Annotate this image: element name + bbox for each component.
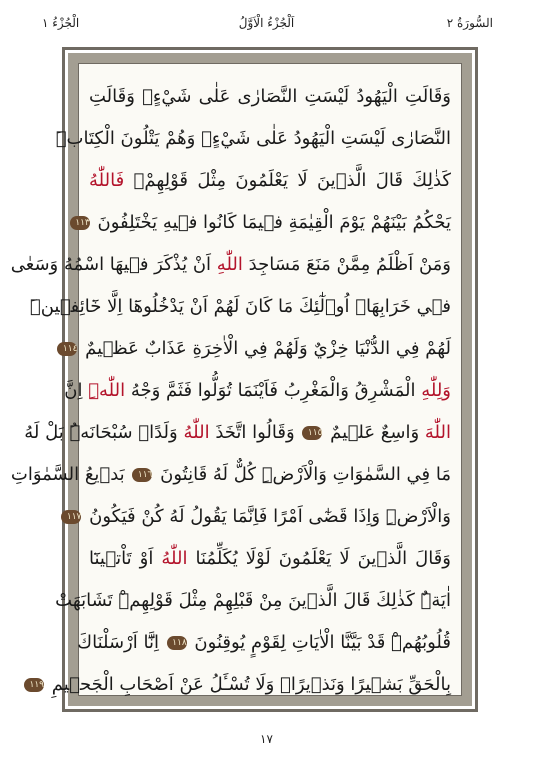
line-text: يَحْكُمُ بَيْنَهُمْ يَوْمَ الْقِيٰمَةِ فٖيمَا كَانُوا فٖيهِ يَخْتَلِفُونَ (97, 212, 451, 233)
text-line (64, 370, 451, 412)
text-line (66, 496, 451, 538)
text-line (62, 328, 451, 370)
divine-name: اللّٰهُ (161, 548, 188, 569)
surah-label: السُّورَةُ ٢ (446, 16, 493, 30)
line-text: وَاسِعٌ عَلٖيمٌ (330, 422, 420, 443)
ayah-number-marker: ١١٦ (132, 468, 152, 482)
line-text: بِالْحَقِّ بَشٖيرًا وَنَذٖيرًاۙ وَلَا تُسْـَٔلُ عَنْ اَصْحَابِ الْجَحٖيمِ (51, 674, 451, 695)
line-text: النَّصَارٰى لَيْسَتِ الْيَهُودُ عَلٰى شَيْءٍۙ وَهُمْ يَتْلُونَ الْكِتَابَۜ (55, 128, 451, 149)
ayah-number-marker: ١١٩ (24, 678, 44, 692)
line-text: اَنْ يُذْكَرَ فٖيهَا اسْمُهُ وَسَعٰى (10, 254, 212, 275)
ayah-number-marker: ١١٣ (70, 216, 90, 230)
text-line (55, 118, 451, 160)
text-line (24, 412, 451, 454)
line-text: فٖي خَرَابِهَاۜ اُو۬لٰٓئِكَ مَا كَانَ لَهُمْ اَنْ يَدْخُلُوهَٓا اِلَّا خَٓائِفٖينَۜ (29, 296, 451, 317)
text-line (29, 664, 451, 706)
line-text: الْمَشْرِقُ وَالْمَغْرِبُ فَاَيْنَمَا تُوَلُّوا فَثَمَّ وَجْهُ (130, 380, 416, 401)
line-text: قُلُوبُهُمْۜ قَدْ بَيَّنَّا الْاٰيَاتِ لِقَوْمٍ يُوقِنُونَ (194, 632, 451, 653)
text-panel (10, 63, 462, 696)
divine-name: اللّٰهُ (183, 422, 210, 443)
frame-border (10, 53, 472, 706)
text-line (10, 454, 451, 496)
divine-name: وَلِلّٰهِ (421, 380, 451, 401)
juz-label: الْجُزْءُ ١ (42, 16, 80, 30)
ayah-number-marker: ١١٨ (167, 636, 187, 650)
ayah-number-marker: ١١٧ (61, 510, 81, 524)
divine-name: اللّٰهِۜ (88, 380, 126, 401)
text-line (29, 286, 451, 328)
page-header (0, 0, 533, 44)
line-text: اٰيَةٌۜ كَذٰلِكَ قَالَ الَّذٖينَ مِنْ قَبْلِهِمْ مِثْلَ قَوْلِهِمْۜ تَشَابَهَتْ (55, 590, 451, 611)
page-frame (10, 47, 478, 712)
page-footer (0, 720, 533, 772)
text-line (89, 160, 451, 202)
line-text: اَوْ تَاْتٖينَٓا (89, 548, 154, 569)
divine-name: اللّٰهَ (424, 422, 451, 443)
divine-name: فَاللّٰهُ (89, 170, 125, 191)
divine-name: اللّٰهِ (216, 254, 243, 275)
line-text: وَمَنْ اَظْلَمُ مِمَّنْ مَنَعَ مَسَاجِدَ (248, 254, 451, 275)
text-line (89, 76, 451, 118)
text-line (55, 580, 451, 622)
line-text: وَلَدًاۙ سُبْحَانَهُۜ بَلْ لَهُ (24, 422, 178, 443)
line-text: كَذٰلِكَ قَالَ الَّذٖينَ لَا يَعْلَمُونَ مِثْلَ قَوْلِهِمْۚ (133, 170, 451, 191)
line-text: وَقَالُوا اتَّخَذَ (215, 422, 295, 443)
line-text: لَهُمْ فِي الدُّنْيَا خِزْيٌ وَلَهُمْ فِي الْاٰخِرَةِ عَذَابٌ عَظٖيمٌ (85, 338, 451, 359)
text-line (75, 202, 451, 244)
juz-title: اَلْجُزْءُ الْاَوَّلُ (238, 16, 295, 30)
quran-text (10, 76, 451, 695)
page-number: ١٧ (260, 732, 273, 746)
line-text: وَقَالَتِ الْيَهُودُ لَيْسَتِ النَّصَارٰى عَلٰى شَيْءٍۖ وَقَالَتِ (89, 86, 451, 107)
line-text: وَالْاَرْضِۜ وَاِذَا قَضٰٓى اَمْرًا فَاِنَّمَا يَقُولُ لَهُ كُنْ فَيَكُونُ (89, 506, 451, 527)
line-text: اِنَّٓا اَرْسَلْنَاكَ (77, 632, 159, 653)
line-text: وَقَالَ الَّذٖينَ لَا يَعْلَمُونَ لَوْلَا يُكَلِّمُنَا (195, 548, 451, 569)
text-line (77, 622, 451, 664)
line-text: مَا فِي السَّمٰوَاتِ وَالْاَرْضِۜ كُلٌّ لَهُ قَانِتُونَ (160, 464, 451, 485)
ayah-number-marker: ١١٤ (57, 342, 77, 356)
line-text: بَدٖيعُ السَّمٰوَاتِ (10, 464, 125, 485)
text-line (10, 244, 451, 286)
ayah-number-marker: ١١٥ (302, 426, 322, 440)
text-line (89, 538, 451, 580)
line-text: اِنَّ (64, 380, 83, 401)
